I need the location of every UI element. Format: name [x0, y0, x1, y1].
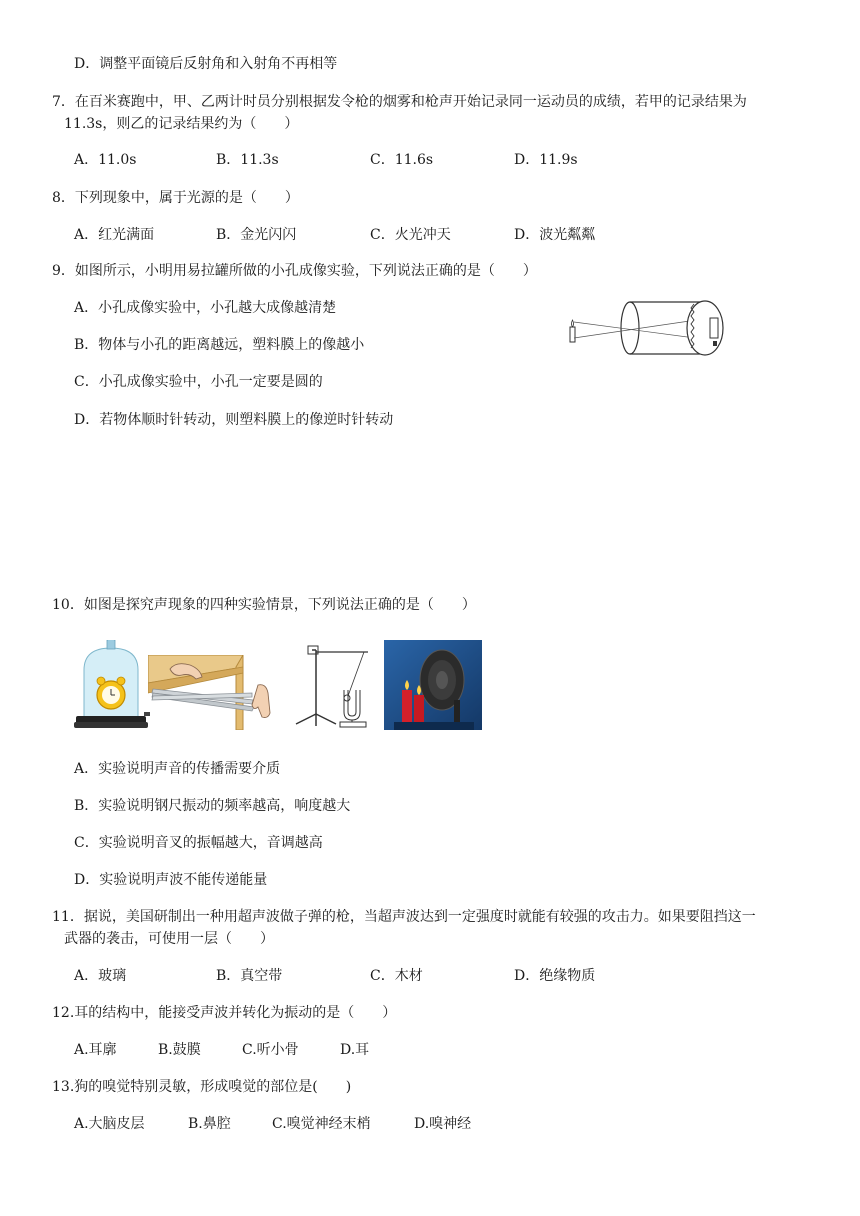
- q13-option-d: D.嗅神经: [414, 1116, 472, 1132]
- bell-jar-figure: [72, 640, 150, 730]
- q13-option-a: A.大脑皮层: [74, 1116, 145, 1132]
- q11-option-a: A．玻璃: [74, 968, 127, 984]
- q9-stem: 9．如图所示，小明用易拉罐所做的小孔成像实验，下列说法正确的是（ ）: [52, 263, 537, 279]
- q10-stem: 10．如图是探究声现象的四种实验情景，下列说法正确的是（ ）: [52, 597, 476, 613]
- q9-option-b: B．物体与小孔的距离越远，塑料膜上的像越小: [74, 337, 365, 353]
- q8-option-c: C．火光冲天: [370, 227, 451, 243]
- q11-option-c: C．木材: [370, 968, 423, 984]
- candle-speaker-figure: [384, 640, 482, 730]
- q7-option-c: C．11.6s: [370, 152, 434, 168]
- q9-option-d: D．若物体顺时针转动，则塑料膜上的像逆时针转动: [74, 412, 394, 428]
- q8-stem: 8．下列现象中，属于光源的是（ ）: [52, 190, 299, 206]
- q11-stem-line1: 11．据说，美国研制出一种用超声波做子弹的枪，当超声波达到一定强度时就能有较强的攻击力。如果要阻挡这一: [52, 909, 756, 925]
- q7-stem-line1: 7．在百米赛跑中，甲、乙两计时员分别根据发令枪的烟雾和枪声开始记录同一运动员的成绩，若甲的记录结果为: [52, 94, 747, 110]
- q9-option-c: C．小孔成像实验中，小孔一定要是圆的: [74, 374, 323, 390]
- q8-option-b: B．金光闪闪: [216, 227, 297, 243]
- q7-option-d: D．11.9s: [514, 152, 578, 168]
- q12-option-a: A.耳廓: [74, 1042, 117, 1058]
- q13-option-b: B.鼻腔: [188, 1116, 231, 1132]
- q6-option-d: D．调整平面镜后反射角和入射角不再相等: [74, 56, 338, 72]
- q7-option-a: A．11.0s: [74, 152, 137, 168]
- ruler-vibration-figure: [148, 655, 290, 730]
- q7-option-b: B．11.3s: [216, 152, 279, 168]
- q12-option-d: D.耳: [340, 1042, 370, 1058]
- q11-stem-line2: 武器的袭击，可使用一层（ ）: [64, 931, 274, 947]
- q8-option-a: A．红光满面: [74, 227, 155, 243]
- q7-stem-line2: 11.3s，则乙的记录结果约为（ ）: [64, 116, 299, 132]
- q12-option-c: C.听小骨: [242, 1042, 299, 1058]
- pinhole-camera-figure: [560, 290, 730, 370]
- q13-stem: 13.狗的嗅觉特别灵敏，形成嗅觉的部位是( ): [52, 1079, 352, 1095]
- q11-option-b: B．真空带: [216, 968, 283, 984]
- q13-option-c: C.嗅觉神经末梢: [272, 1116, 371, 1132]
- q10-option-c: C．实验说明音叉的振幅越大，音调越高: [74, 835, 323, 851]
- q12-option-b: B.鼓膜: [158, 1042, 201, 1058]
- q12-stem: 12.耳的结构中，能接受声波并转化为振动的是（ ）: [52, 1005, 397, 1021]
- tuning-fork-figure: [288, 640, 383, 730]
- q11-option-d: D．绝缘物质: [514, 968, 596, 984]
- q8-option-d: D．波光粼粼: [514, 227, 596, 243]
- q10-option-d: D．实验说明声波不能传递能量: [74, 872, 268, 888]
- q9-option-a: A．小孔成像实验中，小孔越大成像越清楚: [74, 300, 337, 316]
- q10-option-b: B．实验说明钢尺振动的频率越高，响度越大: [74, 798, 351, 814]
- q10-option-a: A．实验说明声音的传播需要介质: [74, 761, 281, 777]
